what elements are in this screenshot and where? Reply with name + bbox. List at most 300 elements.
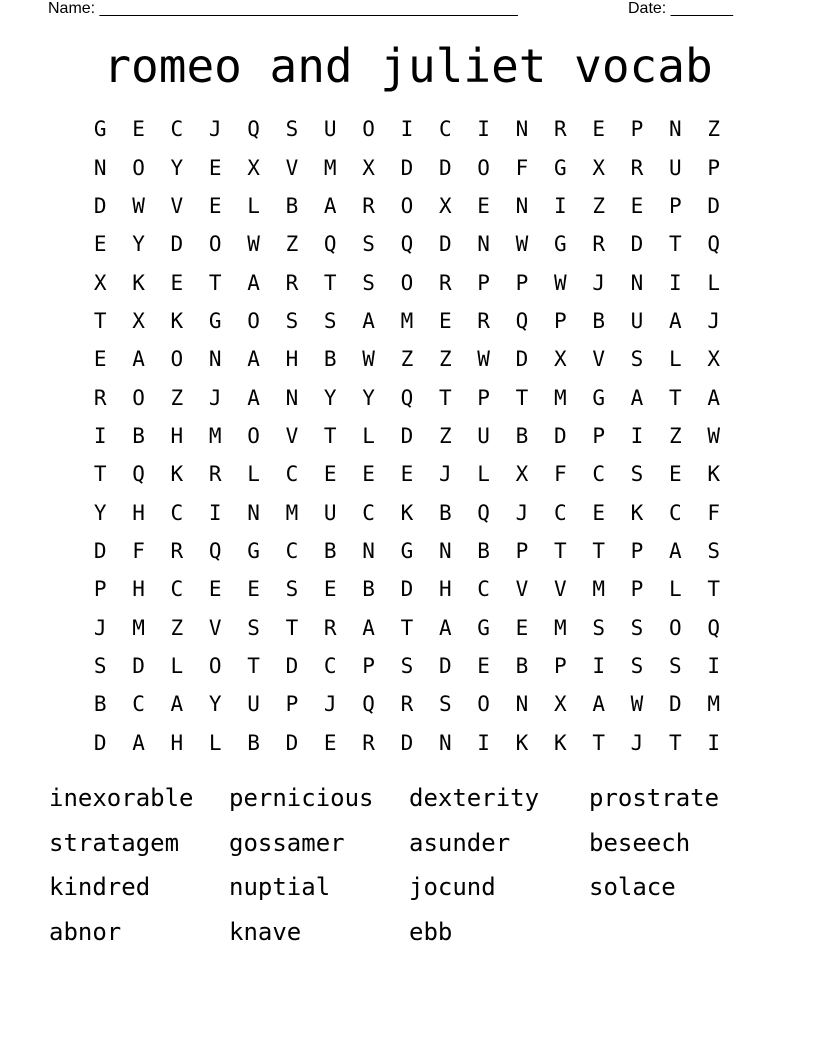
grid-cell[interactable]: D — [400, 423, 414, 448]
grid-cell[interactable]: I — [669, 270, 682, 295]
grid-cell[interactable]: F — [553, 462, 567, 487]
grid-cell[interactable]: R — [438, 270, 452, 295]
grid-cell[interactable]: T — [247, 653, 260, 678]
grid-cell[interactable]: Y — [208, 692, 222, 717]
grid-cell[interactable]: O — [362, 117, 375, 142]
word-list-item: prostrate — [589, 784, 720, 812]
grid-cell[interactable]: X — [132, 308, 145, 333]
grid-cell[interactable]: E — [93, 232, 107, 257]
grid-cell[interactable]: O — [400, 270, 414, 295]
grid-cell[interactable]: B — [323, 538, 337, 563]
grid-cell[interactable]: N — [477, 232, 490, 257]
grid-cell[interactable]: O — [247, 423, 260, 448]
grid-cell[interactable]: T — [669, 232, 682, 257]
grid-cell[interactable]: P — [515, 538, 529, 563]
grid-cell[interactable]: S — [285, 577, 299, 602]
grid-cell[interactable]: P — [630, 538, 644, 563]
grid-cell[interactable]: H — [170, 730, 184, 755]
grid-cell[interactable]: J — [515, 500, 529, 525]
grid-cell[interactable]: I — [592, 653, 605, 678]
grid-cell[interactable]: U — [323, 500, 337, 525]
grid-cell[interactable]: J — [208, 117, 222, 142]
grid-cell[interactable]: Z — [170, 615, 184, 640]
grid-cell[interactable]: J — [323, 692, 337, 717]
grid-cell[interactable]: E — [208, 193, 222, 218]
grid-cell[interactable]: S — [362, 270, 375, 295]
grid-cell[interactable]: X — [553, 692, 567, 717]
grid-cell[interactable]: M — [400, 308, 414, 333]
grid-cell[interactable]: T — [93, 462, 107, 487]
grid-cell[interactable]: B — [132, 423, 145, 448]
word-list-item: inexorable — [49, 784, 194, 812]
grid-cell[interactable]: N — [515, 692, 529, 717]
grid-cell[interactable]: I — [477, 117, 490, 142]
grid-cell[interactable]: D — [707, 193, 720, 218]
grid-cell[interactable]: W — [707, 423, 720, 448]
grid-cell[interactable]: P — [285, 692, 299, 717]
grid-cell[interactable]: E — [208, 155, 222, 180]
grid-cell[interactable]: Q — [208, 538, 222, 563]
grid-cell[interactable]: T — [669, 730, 682, 755]
grid-cell[interactable]: A — [362, 615, 375, 640]
grid-cell[interactable]: K — [553, 730, 567, 755]
grid-cell[interactable]: U — [477, 423, 490, 448]
grid-cell[interactable]: S — [592, 615, 605, 640]
grid-cell[interactable]: E — [323, 730, 337, 755]
grid-cell[interactable]: K — [400, 500, 414, 525]
grid-cell[interactable]: P — [592, 423, 605, 448]
grid-cell[interactable]: M — [707, 692, 720, 717]
grid-cell[interactable]: R — [400, 692, 414, 717]
grid-cell[interactable]: M — [132, 615, 145, 640]
grid-cell[interactable]: C — [132, 692, 145, 717]
grid-cell[interactable]: C — [285, 538, 299, 563]
grid-cell[interactable]: N — [438, 730, 452, 755]
grid-cell[interactable]: R — [362, 193, 375, 218]
grid-cell[interactable]: C — [592, 462, 605, 487]
grid-cell[interactable]: H — [170, 423, 184, 448]
grid-cell[interactable]: N — [515, 193, 529, 218]
grid-cell[interactable]: Z — [285, 232, 299, 257]
grid-cell[interactable]: O — [477, 692, 490, 717]
grid-cell[interactable]: H — [438, 577, 452, 602]
grid-row — [81, 724, 734, 762]
grid-cell[interactable]: G — [592, 385, 605, 410]
grid-cell[interactable]: D — [669, 692, 682, 717]
grid-cell[interactable]: N — [515, 117, 529, 142]
grid-cell[interactable]: E — [93, 347, 107, 372]
grid-cell[interactable]: T — [323, 423, 337, 448]
grid-cell[interactable]: I — [707, 730, 720, 755]
grid-cell[interactable]: I — [93, 423, 107, 448]
grid-cell[interactable]: G — [208, 308, 222, 333]
grid-cell[interactable]: F — [707, 500, 720, 525]
grid-cell[interactable]: A — [707, 385, 720, 410]
grid-cell[interactable]: L — [477, 462, 490, 487]
grid-cell[interactable]: M — [323, 155, 337, 180]
grid-cell[interactable]: C — [553, 500, 567, 525]
grid-cell[interactable]: P — [630, 577, 644, 602]
grid-cell[interactable]: L — [669, 577, 682, 602]
grid-cell[interactable]: G — [93, 117, 107, 142]
grid-cell[interactable]: A — [132, 730, 145, 755]
grid-cell[interactable]: Y — [132, 232, 145, 257]
grid-cell[interactable]: H — [132, 577, 145, 602]
grid-cell[interactable]: T — [285, 615, 299, 640]
grid-cell[interactable]: U — [323, 117, 337, 142]
grid-cell[interactable]: X — [707, 347, 720, 372]
grid-cell[interactable]: S — [93, 653, 107, 678]
grid-cell[interactable]: E — [438, 308, 452, 333]
grid-cell[interactable]: Z — [438, 347, 452, 372]
grid-cell[interactable]: E — [400, 462, 414, 487]
grid-cell[interactable]: O — [170, 347, 184, 372]
grid-cell[interactable]: G — [553, 232, 567, 257]
grid-cell[interactable]: D — [93, 730, 107, 755]
grid-cell[interactable]: S — [630, 347, 644, 372]
grid-cell[interactable]: O — [477, 155, 490, 180]
grid-row — [81, 647, 734, 685]
grid-cell[interactable]: F — [515, 155, 529, 180]
grid-cell[interactable]: X — [438, 193, 452, 218]
grid-cell[interactable]: N — [630, 270, 644, 295]
grid-cell[interactable]: T — [438, 385, 452, 410]
grid-cell[interactable]: B — [477, 538, 490, 563]
grid-cell[interactable]: A — [630, 385, 644, 410]
grid-cell[interactable]: O — [208, 232, 222, 257]
grid-cell[interactable]: A — [438, 615, 452, 640]
grid-cell[interactable]: W — [362, 347, 375, 372]
grid-cell[interactable]: X — [362, 155, 375, 180]
grid-cell[interactable]: C — [669, 500, 682, 525]
grid-cell[interactable]: T — [669, 385, 682, 410]
grid-cell[interactable]: P — [630, 117, 644, 142]
grid-cell[interactable]: T — [323, 270, 337, 295]
grid-cell[interactable]: E — [592, 117, 605, 142]
grid-cell[interactable]: D — [515, 347, 529, 372]
grid-cell[interactable]: L — [247, 462, 260, 487]
grid-cell[interactable]: Q — [362, 692, 375, 717]
grid-cell[interactable]: S — [285, 117, 299, 142]
grid-cell[interactable]: R — [592, 232, 605, 257]
grid-cell[interactable]: D — [438, 232, 452, 257]
grid-cell[interactable]: A — [170, 692, 184, 717]
grid-cell[interactable]: B — [323, 347, 337, 372]
grid-cell[interactable]: S — [323, 308, 337, 333]
grid-cell[interactable]: C — [170, 500, 184, 525]
grid-cell[interactable]: A — [669, 538, 682, 563]
grid-cell[interactable]: G — [477, 615, 490, 640]
grid-cell[interactable]: M — [208, 423, 222, 448]
grid-cell[interactable]: I — [630, 423, 644, 448]
grid-row — [81, 570, 734, 608]
grid-cell[interactable]: D — [553, 423, 567, 448]
grid-cell[interactable]: M — [553, 615, 567, 640]
grid-cell[interactable]: D — [400, 155, 414, 180]
grid-cell[interactable]: G — [553, 155, 567, 180]
grid-cell[interactable]: Z — [669, 423, 682, 448]
grid-cell[interactable]: L — [170, 653, 184, 678]
grid-cell[interactable]: R — [477, 308, 490, 333]
grid-cell[interactable]: S — [630, 615, 644, 640]
grid-cell[interactable]: N — [438, 538, 452, 563]
grid-cell[interactable]: A — [592, 692, 605, 717]
grid-cell[interactable]: Y — [323, 385, 337, 410]
grid-cell[interactable]: D — [93, 193, 107, 218]
grid-cell[interactable]: R — [323, 615, 337, 640]
grid-cell[interactable]: N — [93, 155, 107, 180]
grid-cell[interactable]: T — [553, 538, 567, 563]
grid-cell[interactable]: D — [630, 232, 644, 257]
grid-cell[interactable]: W — [477, 347, 490, 372]
grid-cell[interactable]: F — [132, 538, 145, 563]
grid-cell[interactable]: Q — [400, 385, 414, 410]
grid-cell[interactable]: L — [707, 270, 720, 295]
grid-cell[interactable]: J — [630, 730, 644, 755]
grid-cell[interactable]: A — [323, 193, 337, 218]
grid-cell[interactable]: R — [170, 538, 184, 563]
grid-cell[interactable]: V — [285, 155, 299, 180]
grid-cell[interactable]: D — [132, 653, 145, 678]
grid-cell[interactable]: J — [438, 462, 452, 487]
grid-cell[interactable]: U — [669, 155, 682, 180]
grid-cell[interactable]: A — [362, 308, 375, 333]
grid-cell[interactable]: J — [208, 385, 222, 410]
grid-row — [81, 378, 734, 416]
grid-cell[interactable]: N — [362, 538, 375, 563]
grid-row — [81, 493, 734, 531]
grid-cell[interactable]: Q — [707, 232, 720, 257]
grid-cell[interactable]: S — [362, 232, 375, 257]
grid-cell[interactable]: B — [93, 692, 107, 717]
grid-cell[interactable]: H — [285, 347, 299, 372]
name-field[interactable]: Name: _______________________________________________ — [48, 0, 518, 17]
grid-cell[interactable]: W — [515, 232, 529, 257]
grid-cell[interactable]: Y — [93, 500, 107, 525]
grid-cell[interactable]: D — [400, 577, 414, 602]
grid-cell[interactable]: O — [247, 308, 260, 333]
grid-cell[interactable]: L — [247, 193, 260, 218]
grid-cell[interactable]: O — [208, 653, 222, 678]
grid-cell[interactable]: R — [362, 730, 375, 755]
grid-cell[interactable]: Z — [438, 423, 452, 448]
grid-cell[interactable]: P — [669, 193, 682, 218]
grid-cell[interactable]: D — [438, 155, 452, 180]
grid-cell[interactable]: I — [553, 193, 567, 218]
grid-cell[interactable]: L — [208, 730, 222, 755]
grid-cell[interactable]: A — [247, 385, 260, 410]
grid-cell[interactable]: P — [93, 577, 107, 602]
grid-cell[interactable]: T — [93, 308, 107, 333]
date-field[interactable]: Date: _______ — [628, 0, 733, 17]
grid-cell[interactable]: X — [592, 155, 605, 180]
grid-cell[interactable]: B — [438, 500, 452, 525]
grid-cell[interactable]: W — [553, 270, 567, 295]
grid-cell[interactable]: B — [362, 577, 375, 602]
grid-cell[interactable]: L — [669, 347, 682, 372]
grid-cell[interactable]: D — [285, 730, 299, 755]
grid-cell[interactable]: T — [592, 538, 605, 563]
grid-cell[interactable]: G — [247, 538, 260, 563]
grid-cell[interactable]: A — [669, 308, 682, 333]
grid-cell[interactable]: K — [707, 462, 720, 487]
grid-cell[interactable]: R — [553, 117, 567, 142]
grid-cell[interactable]: V — [170, 193, 184, 218]
grid-cell[interactable]: V — [285, 423, 299, 448]
grid-cell[interactable]: Z — [592, 193, 605, 218]
grid-cell[interactable]: S — [669, 653, 682, 678]
grid-cell[interactable]: V — [592, 347, 605, 372]
grid-cell[interactable]: B — [515, 423, 529, 448]
grid-cell[interactable]: W — [630, 692, 644, 717]
grid-cell[interactable]: B — [247, 730, 260, 755]
grid-cell[interactable]: T — [515, 385, 529, 410]
grid-cell[interactable]: X — [93, 270, 107, 295]
grid-cell[interactable]: S — [438, 692, 452, 717]
grid-cell[interactable]: O — [400, 193, 414, 218]
grid-cell[interactable]: S — [400, 653, 414, 678]
grid-cell[interactable]: R — [285, 270, 299, 295]
grid-cell[interactable]: D — [93, 538, 107, 563]
grid-cell[interactable]: X — [553, 347, 567, 372]
grid-cell[interactable]: Q — [323, 232, 337, 257]
grid-cell[interactable]: K — [132, 270, 145, 295]
grid-cell[interactable]: Q — [477, 500, 490, 525]
grid-cell[interactable]: R — [93, 385, 107, 410]
grid-cell[interactable]: C — [477, 577, 490, 602]
grid-cell[interactable]: O — [132, 155, 145, 180]
grid-cell[interactable]: H — [132, 500, 145, 525]
grid-cell[interactable]: P — [553, 308, 567, 333]
grid-cell[interactable]: T — [592, 730, 605, 755]
grid-cell[interactable]: D — [170, 232, 184, 257]
grid-cell[interactable]: C — [323, 653, 337, 678]
grid-cell[interactable]: S — [707, 538, 720, 563]
grid-cell[interactable]: A — [132, 347, 145, 372]
grid-cell[interactable]: Q — [132, 462, 145, 487]
grid-cell[interactable]: T — [208, 270, 222, 295]
grid-cell[interactable]: E — [362, 462, 375, 487]
grid-cell[interactable]: N — [247, 500, 260, 525]
grid-cell[interactable]: E — [323, 577, 337, 602]
grid-cell[interactable]: S — [630, 653, 644, 678]
grid-cell[interactable]: P — [707, 155, 720, 180]
grid-cell[interactable]: Y — [170, 155, 184, 180]
grid-cell[interactable]: E — [208, 577, 222, 602]
grid-cell[interactable]: L — [362, 423, 375, 448]
grid-cell[interactable]: Z — [707, 117, 720, 142]
grid-cell[interactable]: V — [515, 577, 529, 602]
grid-cell[interactable]: E — [170, 270, 184, 295]
grid-cell[interactable]: V — [553, 577, 567, 602]
grid-cell[interactable]: C — [438, 117, 452, 142]
grid-cell[interactable]: P — [515, 270, 529, 295]
grid-cell[interactable]: K — [630, 500, 644, 525]
grid-cell[interactable]: I — [400, 117, 414, 142]
grid-cell[interactable]: Q — [515, 308, 529, 333]
grid-cell[interactable]: Q — [707, 615, 720, 640]
grid-cell[interactable]: M — [553, 385, 567, 410]
grid-cell[interactable]: B — [515, 653, 529, 678]
grid-cell[interactable]: S — [285, 308, 299, 333]
grid-cell[interactable]: D — [438, 653, 452, 678]
word-search-grid — [81, 110, 734, 762]
grid-cell[interactable]: E — [477, 193, 490, 218]
grid-cell[interactable]: M — [592, 577, 605, 602]
grid-cell[interactable]: N — [669, 117, 682, 142]
grid-cell[interactable]: E — [323, 462, 337, 487]
grid-cell[interactable]: O — [132, 385, 145, 410]
grid-cell[interactable]: E — [477, 653, 490, 678]
grid-cell[interactable]: T — [400, 615, 414, 640]
grid-cell[interactable]: E — [630, 193, 644, 218]
grid-cell[interactable]: D — [285, 653, 299, 678]
grid-cell[interactable]: Q — [400, 232, 414, 257]
grid-cell[interactable]: X — [515, 462, 529, 487]
grid-cell[interactable]: K — [515, 730, 529, 755]
grid-cell[interactable]: E — [592, 500, 605, 525]
grid-cell[interactable]: V — [208, 615, 222, 640]
word-list-item: solace — [589, 873, 676, 901]
grid-cell[interactable]: E — [515, 615, 529, 640]
grid-cell[interactable]: G — [400, 538, 414, 563]
grid-cell[interactable]: I — [208, 500, 222, 525]
grid-cell[interactable]: O — [669, 615, 682, 640]
grid-cell[interactable]: C — [170, 117, 184, 142]
grid-cell[interactable]: A — [247, 347, 260, 372]
grid-cell[interactable]: Z — [400, 347, 414, 372]
grid-cell[interactable]: P — [362, 653, 375, 678]
grid-cell[interactable]: K — [170, 462, 184, 487]
grid-cell[interactable]: M — [285, 500, 299, 525]
grid-cell[interactable]: I — [707, 653, 720, 678]
grid-cell[interactable]: C — [285, 462, 299, 487]
grid-cell[interactable]: S — [247, 615, 260, 640]
grid-cell[interactable]: N — [208, 347, 222, 372]
grid-cell[interactable]: Y — [362, 385, 375, 410]
grid-cell[interactable]: C — [170, 577, 184, 602]
grid-cell[interactable]: P — [477, 270, 490, 295]
grid-cell[interactable]: B — [285, 193, 299, 218]
grid-cell[interactable]: J — [707, 308, 720, 333]
grid-cell[interactable]: S — [630, 462, 644, 487]
grid-cell[interactable]: U — [630, 308, 644, 333]
grid-cell[interactable]: P — [553, 653, 567, 678]
grid-cell[interactable]: N — [285, 385, 299, 410]
grid-cell[interactable]: B — [592, 308, 605, 333]
grid-cell[interactable]: J — [93, 615, 107, 640]
grid-cell[interactable]: D — [400, 730, 414, 755]
grid-cell[interactable]: T — [707, 577, 720, 602]
grid-cell[interactable]: Q — [247, 117, 260, 142]
grid-cell[interactable]: K — [170, 308, 184, 333]
grid-cell[interactable]: X — [247, 155, 260, 180]
grid-cell[interactable]: U — [247, 692, 260, 717]
grid-cell[interactable]: R — [630, 155, 644, 180]
grid-cell[interactable]: E — [132, 117, 145, 142]
grid-cell[interactable]: A — [247, 270, 260, 295]
grid-cell[interactable]: E — [669, 462, 682, 487]
grid-cell[interactable]: W — [132, 193, 145, 218]
grid-cell[interactable]: W — [247, 232, 260, 257]
grid-cell[interactable]: P — [477, 385, 490, 410]
grid-cell[interactable]: J — [592, 270, 605, 295]
grid-cell[interactable]: Z — [170, 385, 184, 410]
grid-cell[interactable]: C — [362, 500, 375, 525]
grid-cell[interactable]: I — [477, 730, 490, 755]
grid-cell[interactable]: R — [208, 462, 222, 487]
grid-cell[interactable]: E — [247, 577, 260, 602]
